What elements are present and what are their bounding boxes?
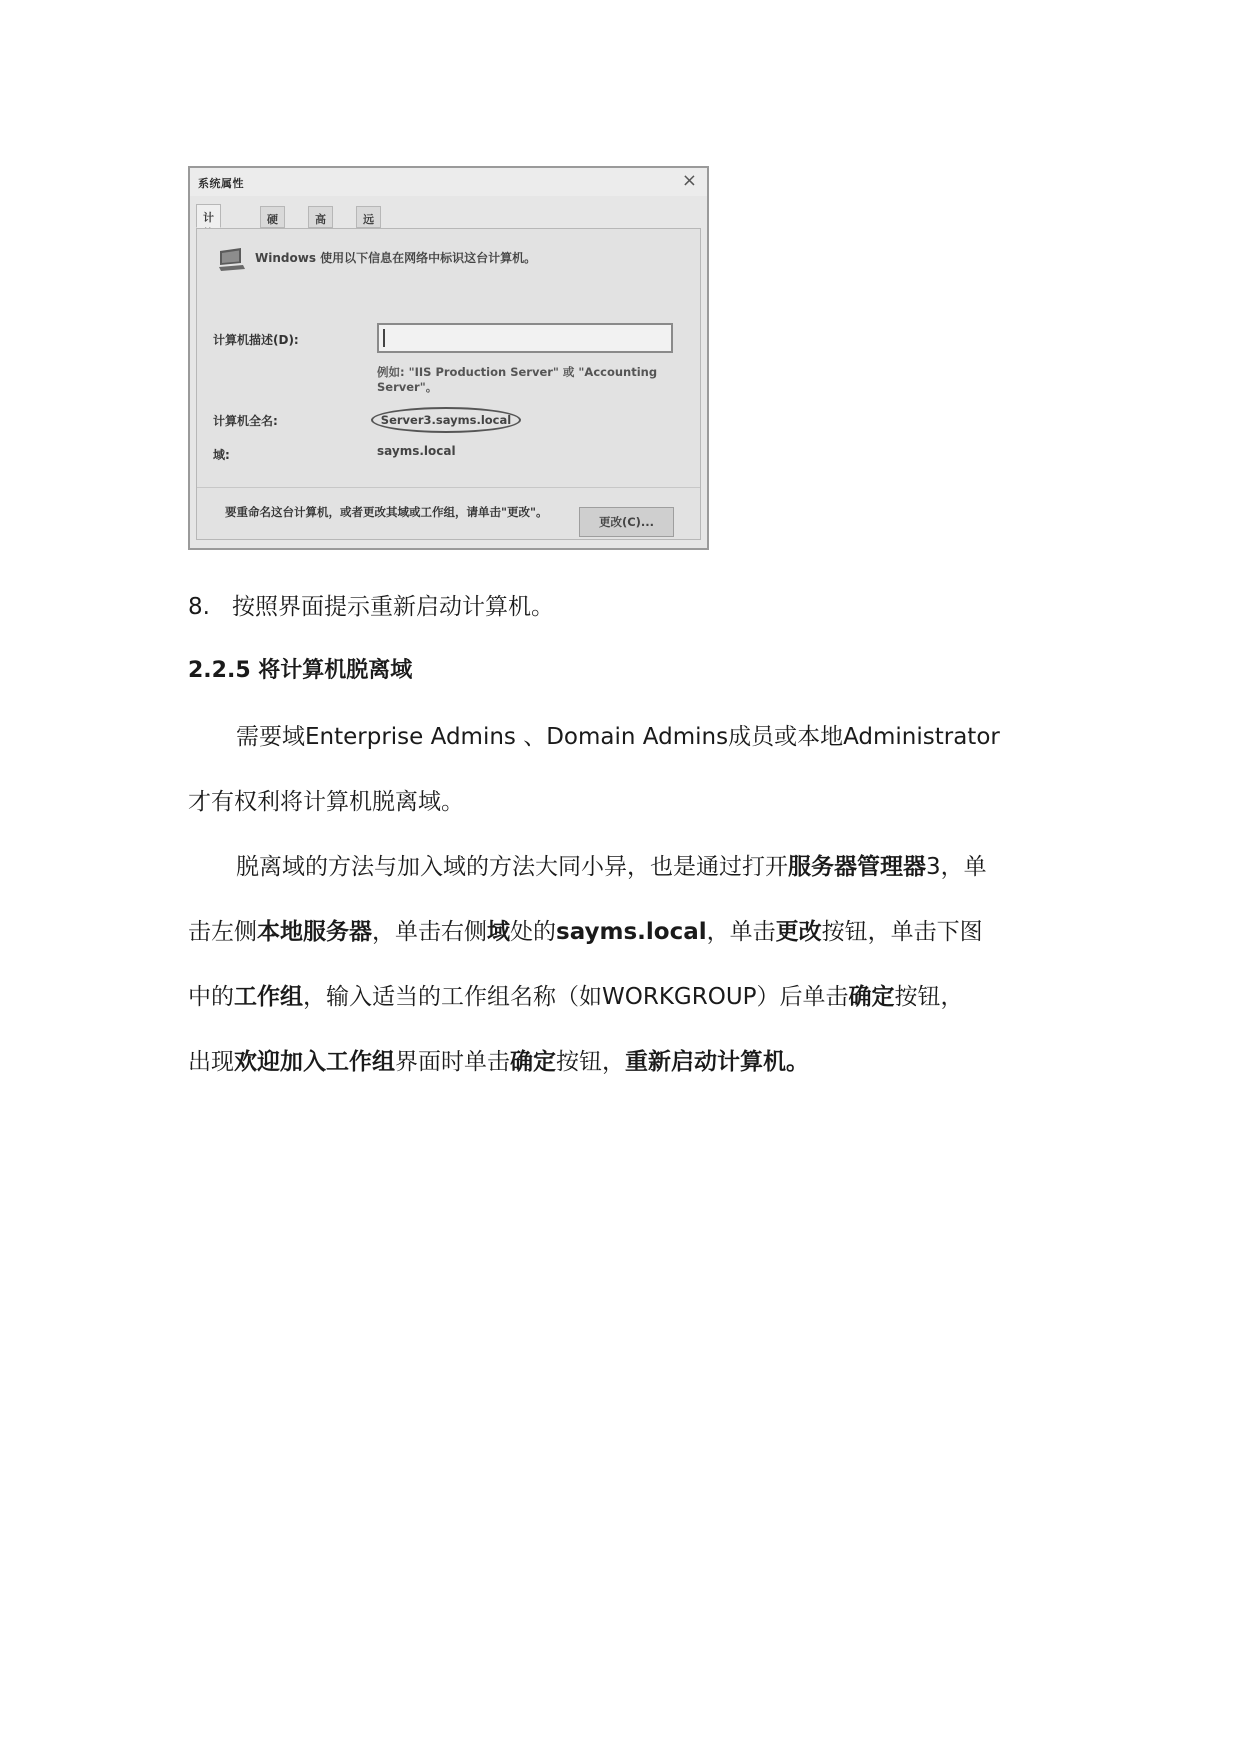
step-text: 按照界面提示重新启动计算机。 xyxy=(232,594,554,620)
text-run: ，单击 xyxy=(706,919,776,945)
text-run: ，输入适当的工作组名称（如WORKGROUP）后单击 xyxy=(303,984,849,1010)
description-label: 计算机描述(D): xyxy=(213,333,299,347)
bold-ok: 确定 xyxy=(848,984,895,1010)
bold-restart-computer: 重新启动计算机。 xyxy=(625,1049,809,1075)
tab-remote[interactable]: 远 xyxy=(356,206,381,228)
text-run: 界面时单击 xyxy=(395,1049,510,1075)
text-run: 出现 xyxy=(188,1049,234,1075)
text-run: 按钮，单击下图 xyxy=(821,919,983,945)
tab-hardware[interactable]: 硬 xyxy=(260,206,285,228)
bold-ok: 确定 xyxy=(510,1049,556,1075)
example-text: 例如: "IIS Production Server" 或 "Accounting Server"。 xyxy=(377,365,658,394)
text-run: 脱离域的方法与加入域的方法大同小异，也是通过打开 xyxy=(236,854,788,880)
intro-text: Windows 使用以下信息在网络中标识这台计算机。 xyxy=(255,251,537,265)
full-name-value-circled: Server3.sayms.local xyxy=(371,407,521,433)
text-run: 3，单 xyxy=(926,854,987,880)
computer-description-input[interactable] xyxy=(377,323,673,353)
domain-label: 域: xyxy=(213,448,230,462)
bold-welcome-workgroup: 欢迎加入工作组 xyxy=(234,1049,395,1075)
text-caret xyxy=(383,329,385,347)
para1-line1: 需要域Enterprise Admins 、Domain Admins成员或本地Administrator xyxy=(236,724,1000,750)
text-run: 击左侧 xyxy=(188,919,257,945)
computer-icon xyxy=(217,247,247,273)
text-run: 中的 xyxy=(188,984,234,1010)
bold-local-server: 本地服务器 xyxy=(257,919,372,945)
close-icon[interactable]: × xyxy=(681,170,697,191)
text-run: ，单击右侧 xyxy=(372,919,487,945)
change-button[interactable]: 更改(C)... xyxy=(579,507,674,537)
step-number: 8. xyxy=(188,594,210,620)
domain-value: sayms.local xyxy=(377,444,456,458)
para2-line2 xyxy=(188,913,983,946)
bold-change: 更改 xyxy=(775,919,822,945)
full-name-label: 计算机全名: xyxy=(213,414,278,428)
bold-workgroup: 工作组 xyxy=(234,984,303,1010)
divider xyxy=(197,487,700,488)
section-heading: 2.2.5 将计算机脱离域 xyxy=(188,658,413,683)
text-run: 处的 xyxy=(510,919,556,945)
dialog-titlebar xyxy=(190,168,707,196)
rename-hint-text: 要重命名这台计算机，或者更改其域或工作组，请单击"更改"。 xyxy=(225,505,548,519)
para2-line4 xyxy=(188,1043,809,1076)
para2-line1 xyxy=(236,848,987,881)
tab-content-panel xyxy=(196,228,701,540)
step-8 xyxy=(188,588,554,621)
text-run: 按钮， xyxy=(894,984,964,1010)
bold-server-manager: 服务器管理器 xyxy=(788,854,926,880)
dialog-title: 系统属性 xyxy=(198,177,244,190)
bold-sayms-local: sayms.local xyxy=(556,919,707,945)
para2-line3 xyxy=(188,978,964,1011)
tab-advanced[interactable]: 高 xyxy=(308,206,333,228)
system-properties-dialog-figure xyxy=(188,166,709,550)
bold-domain: 域 xyxy=(487,919,510,945)
tab-computer-name[interactable]: 计 xyxy=(196,204,221,228)
text-run: 按钮， xyxy=(556,1049,625,1075)
para1-line2: 才有权利将计算机脱离域。 xyxy=(188,789,464,815)
